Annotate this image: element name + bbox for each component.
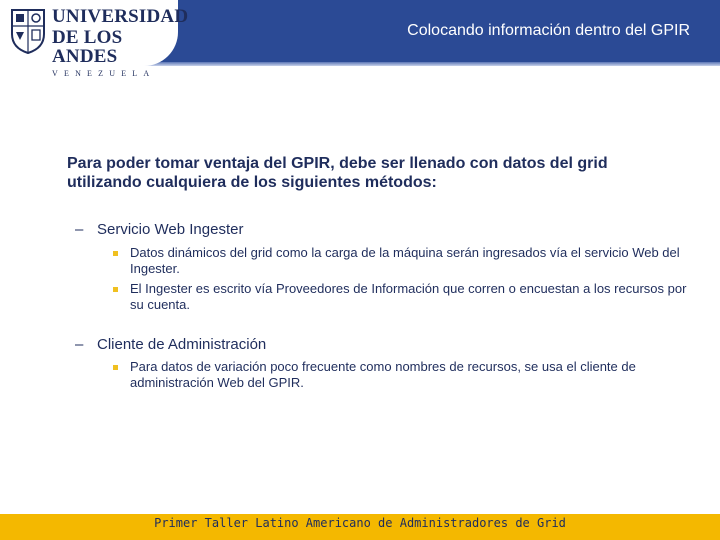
bullet-item — [112, 245, 690, 277]
bullet-item — [112, 281, 690, 313]
bullet-item — [112, 359, 690, 391]
footer-caption — [0, 515, 720, 531]
university-logo — [0, 0, 189, 78]
logo-wordmark — [52, 6, 189, 78]
logo-line-2: DE LOS ANDES — [52, 27, 123, 67]
section-heading-ingester — [75, 221, 675, 239]
footer-text: Primer Taller Latino Americano de Administradores de Grid — [150, 516, 570, 530]
square-bullet-icon — [113, 287, 118, 292]
section-heading-label: Servicio Web Ingester — [97, 221, 244, 238]
square-bullet-icon — [113, 365, 118, 370]
logo-line-3: VENEZUELA — [52, 69, 156, 78]
bullet-text: Para datos de variación poco frecuente como nombres de recursos, se usa el cliente de administración Web del GPIR. — [130, 359, 636, 390]
dash-marker: – — [75, 221, 84, 238]
section-heading-label: Cliente de Administración — [97, 336, 267, 353]
section-heading-admin-client — [75, 336, 675, 354]
dash-marker: – — [75, 336, 84, 353]
university-seal-icon — [10, 8, 46, 54]
intro-paragraph: Para poder tomar ventaja del GPIR, debe ser llenado con datos del grid utilizando cualquiera de los siguientes métodos: — [67, 155, 608, 191]
square-bullet-icon — [113, 251, 118, 256]
bullet-text: El Ingester es escrito vía Proveedores de Información que corren o encuestan a los recursos por su cuenta. — [130, 281, 687, 312]
slide-title: Colocando información dentro del GPIR — [407, 22, 690, 39]
logo-line-1: UNIVERSIDAD — [52, 6, 189, 27]
bullet-text: Datos dinámicos del grid como la carga de la máquina serán ingresados vía el servicio Web del Ingester. — [130, 245, 680, 276]
